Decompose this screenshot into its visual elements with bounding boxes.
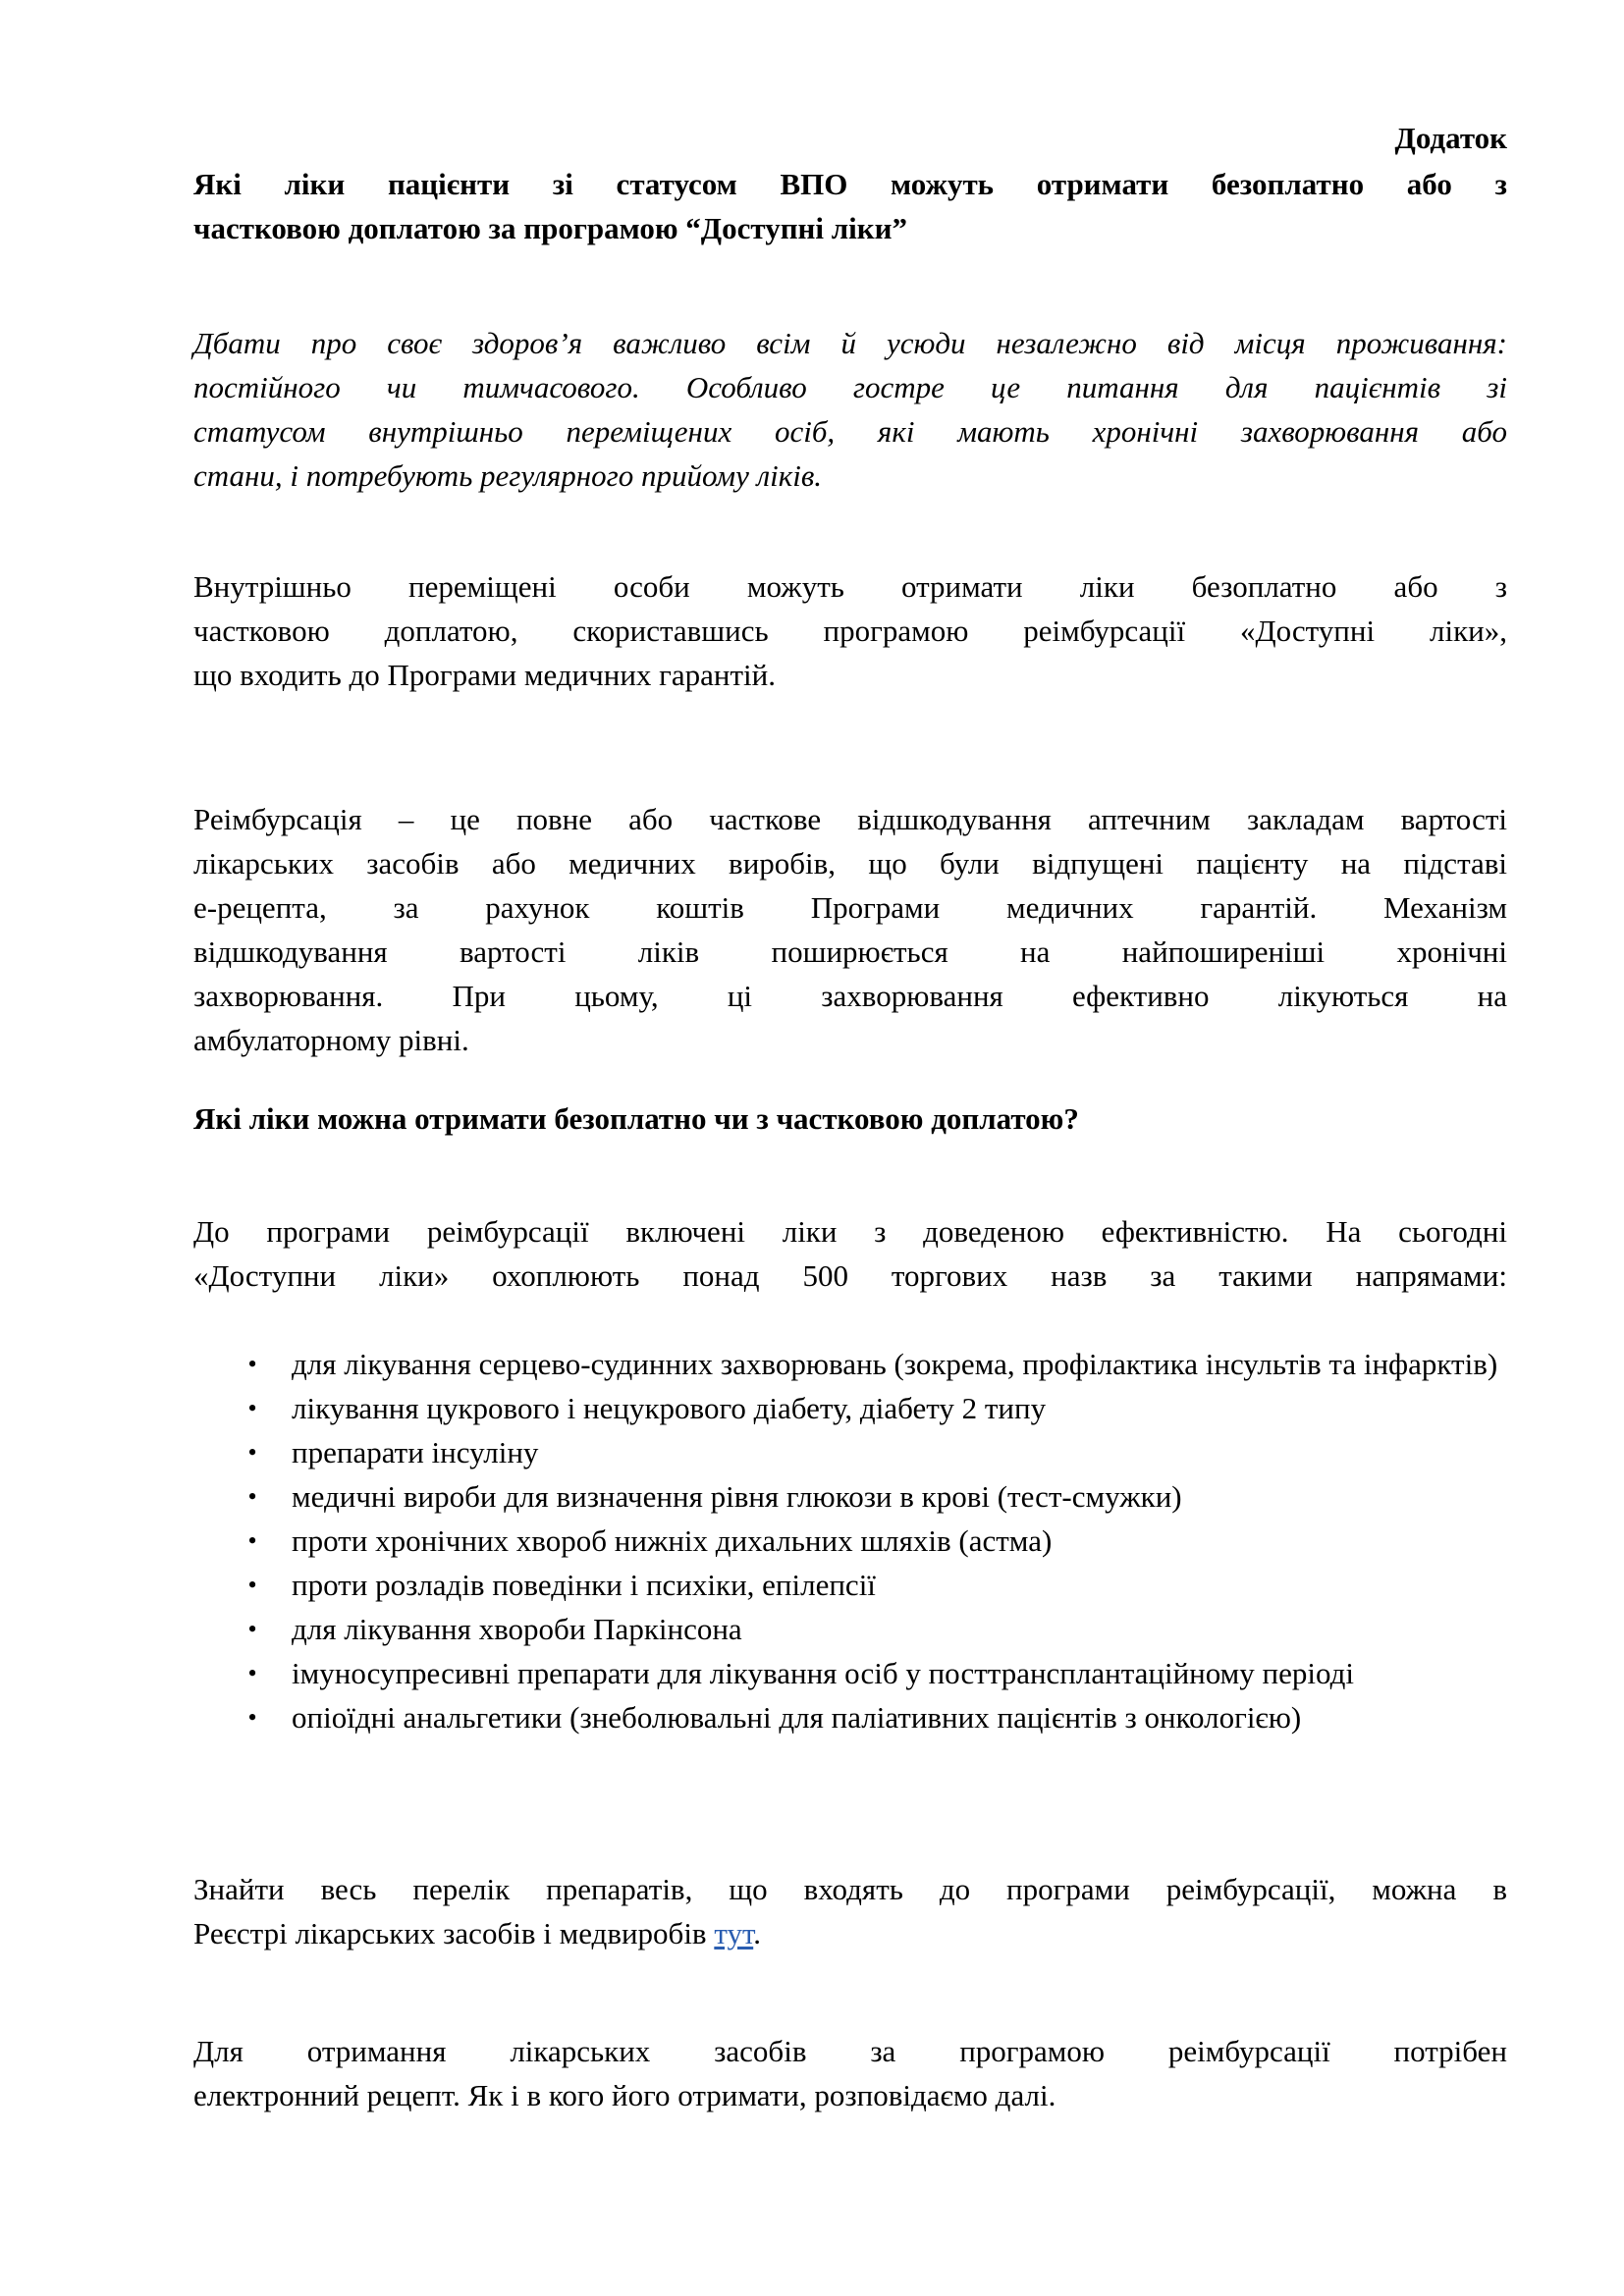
section-heading: Які ліки можна отримати безоплатно чи з частковою доплатою? xyxy=(193,1101,1079,1136)
list-item xyxy=(193,1563,1507,1607)
list-item xyxy=(193,1474,1507,1519)
paragraph-line: постійного чи тимчасового. Особливо гостре це питання для пацієнтів зі xyxy=(193,370,1507,404)
list-item xyxy=(193,1386,1507,1430)
registry-link[interactable]: тут xyxy=(714,1916,754,1950)
paragraph-line: До програми реімбурсації включені ліки з доведеною ефективністю. На сьогодні xyxy=(193,1214,1507,1249)
bullet-icon: • xyxy=(247,1350,257,1378)
paragraph-line: е-рецепта, за рахунок коштів Програми медичних гарантій. Механізм xyxy=(193,890,1507,925)
list-item-text: медичні вироби для визначення рівня глюкози в крові (тест-смужки) xyxy=(292,1479,1182,1514)
paragraph-line: «Доступни ліки» охоплюють понад 500 торгових назв за такими напрямами: xyxy=(193,1258,1507,1293)
bullet-icon: • xyxy=(247,1482,257,1511)
list-item-text: для лікування серцево-судинних захворювань (зокрема, профілактика інсультів та інфарктів) xyxy=(292,1347,1498,1381)
paragraph-reimbursement-definition xyxy=(193,797,1507,1062)
list-item xyxy=(193,1607,1507,1651)
registry-text: Реєстрі лікарських засобів і медвиробів xyxy=(193,1916,715,1950)
list-item xyxy=(193,1342,1507,1386)
paragraph-line: лікарських засобів або медичних виробів, що були відпущені пацієнту на підставі xyxy=(193,846,1507,881)
paragraph-line: Реімбурсація – це повне або часткове відшкодування аптечним закладам вартості xyxy=(193,802,1507,836)
list-item-text: препарати інсуліну xyxy=(292,1435,539,1469)
list-item xyxy=(193,1430,1507,1474)
appendix-label: Додаток xyxy=(1394,121,1507,155)
paragraph-line: Для отримання лікарських засобів за програмою реімбурсації потрібен xyxy=(193,2034,1507,2068)
bullet-icon: • xyxy=(247,1571,257,1599)
paragraph-line: частковою доплатою, скориставшись програмою реімбурсації «Доступні ліки», xyxy=(193,614,1507,648)
paragraph-line: Дбати про своє здоров’я важливо всім й усюди незалежно від місця проживання: xyxy=(193,326,1507,360)
title-line: Які ліки пацієнти зі статусом ВПО можуть отримати безоплатно або з xyxy=(193,167,1507,201)
list-item xyxy=(193,1519,1507,1563)
bullet-icon: • xyxy=(247,1438,257,1467)
paragraph-line: що входить до Програми медичних гарантій. xyxy=(193,658,776,692)
paragraph-line: захворювання. При цьому, ці захворювання ефективно лікуються на xyxy=(193,979,1507,1013)
paragraph-program-scope xyxy=(193,1209,1507,1298)
list-item-text: імуносупресивні препарати для лікування осіб у посттрансплантаційному періоді xyxy=(292,1656,1355,1690)
list-item-text: проти хронічних хвороб нижніх дихальних шляхів (астма) xyxy=(292,1523,1053,1558)
paragraph-line: електронний рецепт. Як і в кого його отримати, розповідаємо далі. xyxy=(193,2078,1056,2112)
paragraph-e-prescription xyxy=(193,2029,1507,2117)
paragraph-line: стани, і потребують регулярного прийому ліків. xyxy=(193,458,823,493)
paragraph-line: амбулаторному рівні. xyxy=(193,1023,469,1057)
bullet-icon: • xyxy=(247,1659,257,1687)
list-item-text: лікування цукрового і нецукрового діабету, діабету 2 типу xyxy=(292,1391,1047,1425)
bullet-icon: • xyxy=(247,1615,257,1643)
paragraph-line xyxy=(193,1911,1507,1955)
title-line: частковою доплатою за програмою “Доступні ліки” xyxy=(193,211,908,245)
paragraph-idp-access xyxy=(193,564,1507,697)
period: . xyxy=(753,1916,761,1950)
paragraph-registry-link xyxy=(193,1867,1507,1955)
paragraph-line: Знайти весь перелік препаратів, що входять до програми реімбурсації, можна в xyxy=(193,1872,1507,1906)
list-item-text: для лікування хвороби Паркінсона xyxy=(292,1612,742,1646)
paragraph-line: відшкодування вартості ліків поширюється на найпоширеніші хронічні xyxy=(193,934,1507,969)
list-item-text: проти розладів поведінки і психіки, епілепсії xyxy=(292,1568,876,1602)
list-item xyxy=(193,1695,1507,1739)
bullet-icon: • xyxy=(247,1703,257,1732)
intro-italic-paragraph xyxy=(193,321,1507,498)
bullet-icon: • xyxy=(247,1526,257,1555)
bullet-icon: • xyxy=(247,1394,257,1422)
medication-category-list xyxy=(193,1342,1507,1739)
paragraph-line: Внутрішньо переміщені особи можуть отримати ліки безоплатно або з xyxy=(193,569,1507,604)
list-item-text: опіоїдні анальгетики (знеболювальні для паліативних пацієнтів з онкологією) xyxy=(292,1700,1302,1735)
list-item xyxy=(193,1651,1507,1695)
document-title xyxy=(193,162,1507,250)
paragraph-line: статусом внутрішньо переміщених осіб, які мають хронічні захворювання або xyxy=(193,414,1507,449)
